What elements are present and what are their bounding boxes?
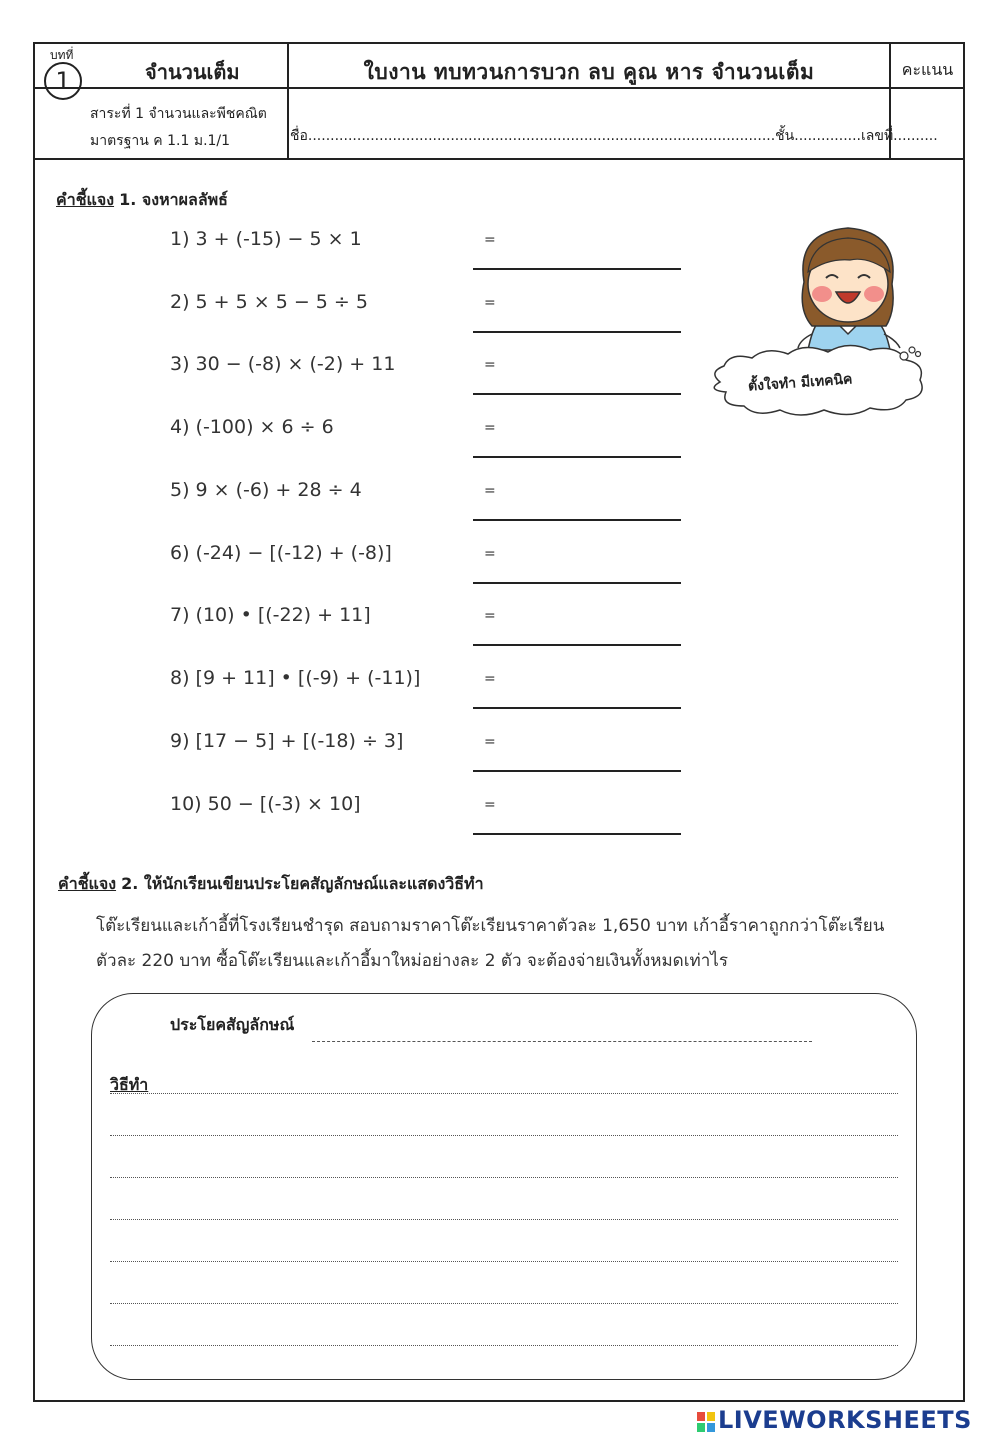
method-line[interactable] [110,1177,898,1178]
problem-5: 5) 9 × (-6) + 28 ÷ 4 [170,479,362,501]
standard-text: มาตรฐาน ค 1.1 ม.1/1 [90,133,231,149]
method-line[interactable] [110,1345,898,1346]
problem-2: 2) 5 + 5 × 5 − 5 ÷ 5 [170,291,368,313]
word-problem-line-2: ตัวละ 220 บาท ซื้อโต๊ะเรียนและเก้าอี้มาใหม่อย่างละ 2 ตัว จะต้องจ่ายเงินทั้งหมดเท่าไร [96,951,728,971]
answer-line-3[interactable] [473,393,681,395]
section2-instruction [58,872,484,897]
method-line[interactable] [110,1261,898,1262]
answer-box [91,993,917,1380]
equals-sign: = [484,420,496,436]
lesson-number-badge: 1 [44,62,82,100]
problem-3: 3) 30 − (-8) × (-2) + 11 [170,353,396,375]
method-line[interactable] [110,1135,898,1136]
equals-sign: = [484,671,496,687]
student-name-line[interactable]: ชื่อ.........................................................................................................ชั้น...............เลขที่.......... [290,128,938,144]
liveworksheets-logo-icon [697,1410,717,1434]
equals-sign: = [484,734,496,750]
instruction-label: คำชี้แจง [56,190,115,209]
answer-line-9[interactable] [473,770,681,772]
strand-text: สาระที่ 1 จำนวนและพีชคณิต [90,106,267,122]
equals-sign: = [484,295,496,311]
answer-line-7[interactable] [473,644,681,646]
score-label: คะแนน [901,60,954,79]
answer-line-2[interactable] [473,331,681,333]
equals-sign: = [484,232,496,248]
answer-line-5[interactable] [473,519,681,521]
problem-10: 10) 50 − [(-3) × 10] [170,793,361,815]
instruction-label: คำชี้แจง [58,874,117,893]
symbol-sentence-label: ประโยคสัญลักษณ์ [170,1015,295,1034]
instruction-text: 2. ให้นักเรียนเขียนประโยคสัญลักษณ์และแสดงวิธีทำ [121,874,484,893]
answer-line-8[interactable] [473,707,681,709]
problem-1: 1) 3 + (-15) − 5 × 1 [170,228,362,250]
equals-sign: = [484,357,496,373]
equals-sign: = [484,608,496,624]
section1-instruction [56,188,228,213]
equals-sign: = [484,483,496,499]
problem-7: 7) (10) • [(-22) + 11] [170,604,371,626]
word-problem-line-1: โต๊ะเรียนและเก้าอี้ที่โรงเรียนชำรุด สอบถามราคาโต๊ะเรียนราคาตัวละ 1,650 บาท เก้าอี้ราคาถูกกว่าโต๊ะเรียน [96,916,885,936]
worksheet-title: ใบงาน ทบทวนการบวก ลบ คูณ หาร จำนวนเต็ม [363,60,815,84]
answer-line-1[interactable] [473,268,681,270]
method-line[interactable] [110,1093,898,1094]
method-line[interactable] [110,1219,898,1220]
equals-sign: = [484,797,496,813]
problem-6: 6) (-24) − [(-12) + (-8)] [170,542,392,564]
answer-line-6[interactable] [473,582,681,584]
lesson-title: จำนวนเต็ม [145,60,240,84]
answer-line-10[interactable] [473,833,681,835]
answer-line-4[interactable] [473,456,681,458]
lesson-label: บทที่ [50,48,74,62]
method-line[interactable] [110,1303,898,1304]
problem-9: 9) [17 − 5] + [(-18) ÷ 3] [170,730,404,752]
equals-sign: = [484,546,496,562]
method-label: วิธีทำ [110,1075,149,1094]
instruction-text: 1. จงหาผลลัพธ์ [119,190,228,209]
problem-4: 4) (-100) × 6 ÷ 6 [170,416,334,438]
problem-8: 8) [9 + 11] • [(-9) + (-11)] [170,667,421,689]
symbol-sentence-line[interactable] [312,1041,812,1042]
liveworksheets-logo[interactable]: LIVEWORKSHEETS [718,1406,972,1434]
cloud-text: ตั้งใจทำ มีเทคนิค [747,371,853,395]
